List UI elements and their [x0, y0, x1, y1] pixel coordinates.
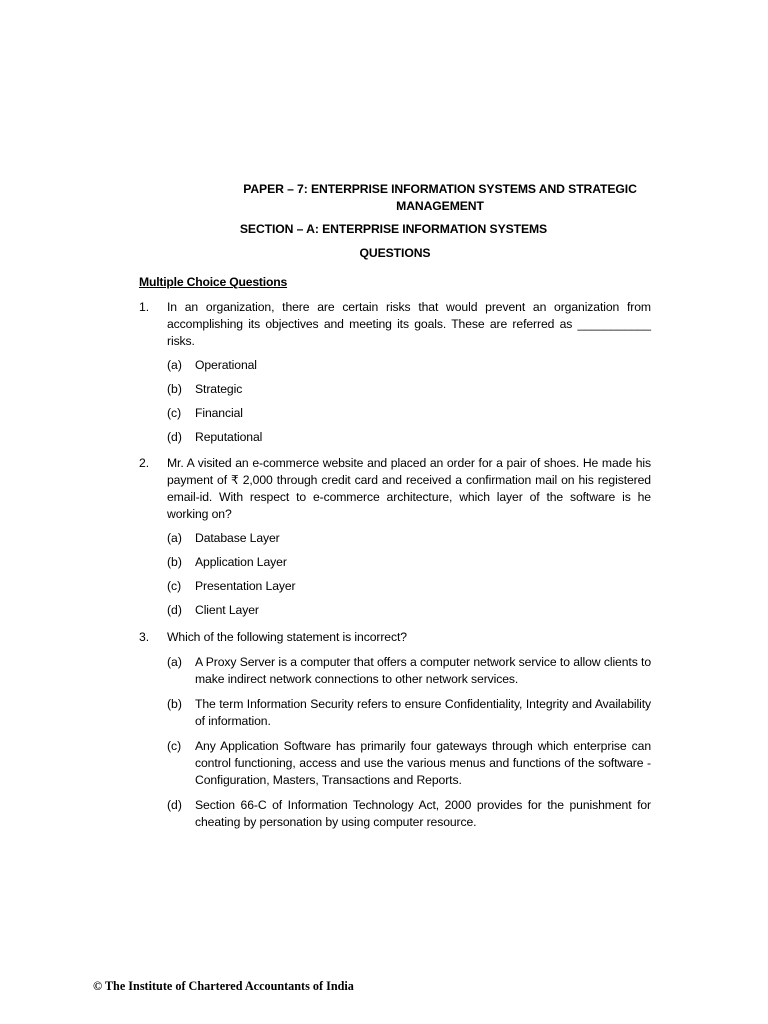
- paper-title: PAPER – 7: ENTERPRISE INFORMATION SYSTEMS AND STRATEGIC MANAGEMENT: [243, 182, 637, 213]
- question-3: [139, 629, 651, 831]
- option-b: [167, 554, 651, 571]
- questions-heading: QUESTIONS: [359, 246, 431, 260]
- option-text: Client Layer: [195, 603, 259, 617]
- option-text: Strategic: [195, 382, 243, 396]
- option-text: Database Layer: [195, 531, 280, 545]
- question-text: In an organization, there are certain risks that would prevent an organization from accomplishing its objectives and meeting its goals. These are referred as ___________ risks.: [167, 300, 651, 348]
- question-1: [139, 299, 651, 446]
- option-d: [167, 797, 651, 831]
- option-label: (b): [167, 382, 182, 396]
- option-a: [167, 530, 651, 547]
- question-2: [139, 455, 651, 619]
- option-label: (c): [167, 579, 182, 593]
- question-text: Which of the following statement is incorrect?: [167, 630, 407, 644]
- option-text: Section 66-C of Information Technology Act, 2000 provides for the punishment for cheating by personation by using computer resource.: [195, 798, 651, 829]
- option-d: [167, 602, 651, 619]
- option-a: [167, 357, 651, 374]
- section-title: SECTION – A: ENTERPRISE INFORMATION SYSTEMS: [239, 222, 548, 236]
- option-d: [167, 429, 651, 446]
- option-label: (a): [167, 655, 182, 669]
- option-b: [167, 696, 651, 730]
- option-text: Operational: [195, 358, 257, 372]
- question-number: 3.: [139, 630, 150, 644]
- option-text: Any Application Software has primarily four gateways through which enterprise can control functioning, access and use the various menus and functions of the software - Configuration, Masters, Transactions and Reports.: [195, 739, 651, 787]
- option-label: (c): [167, 406, 182, 420]
- question-number: 2.: [139, 456, 150, 470]
- option-c: [167, 738, 651, 789]
- option-text: Financial: [195, 406, 243, 420]
- mcq-heading: Multiple Choice Questions: [139, 275, 288, 289]
- option-label: (c): [167, 739, 182, 753]
- option-text: Application Layer: [195, 555, 287, 569]
- option-text: A Proxy Server is a computer that offers a computer network service to allow clients to make indirect network connections to other network services.: [195, 655, 651, 686]
- option-text: Presentation Layer: [195, 579, 296, 593]
- question-number: 1.: [139, 300, 150, 314]
- option-b: [167, 381, 651, 398]
- option-a: [167, 654, 651, 688]
- question-text: Mr. A visited an e-commerce website and placed an order for a pair of shoes. He made his payment of ₹ 2,000 through credit card and received a confirmation mail on his registered email-id. With respect to e-commerce architecture, which layer of the software is he working on?: [167, 456, 651, 521]
- option-label: (d): [167, 603, 182, 617]
- copyright-footer: © The Institute of Chartered Accountants of India: [93, 979, 354, 993]
- option-text: The term Information Security refers to ensure Confidentiality, Integrity and Availability of information.: [195, 697, 651, 728]
- option-label: (b): [167, 555, 182, 569]
- option-text: Reputational: [195, 430, 263, 444]
- option-c: [167, 578, 651, 595]
- option-label: (a): [167, 358, 182, 372]
- option-label: (d): [167, 430, 182, 444]
- option-c: [167, 405, 651, 422]
- option-label: (b): [167, 697, 182, 711]
- option-label: (a): [167, 531, 182, 545]
- option-label: (d): [167, 798, 182, 812]
